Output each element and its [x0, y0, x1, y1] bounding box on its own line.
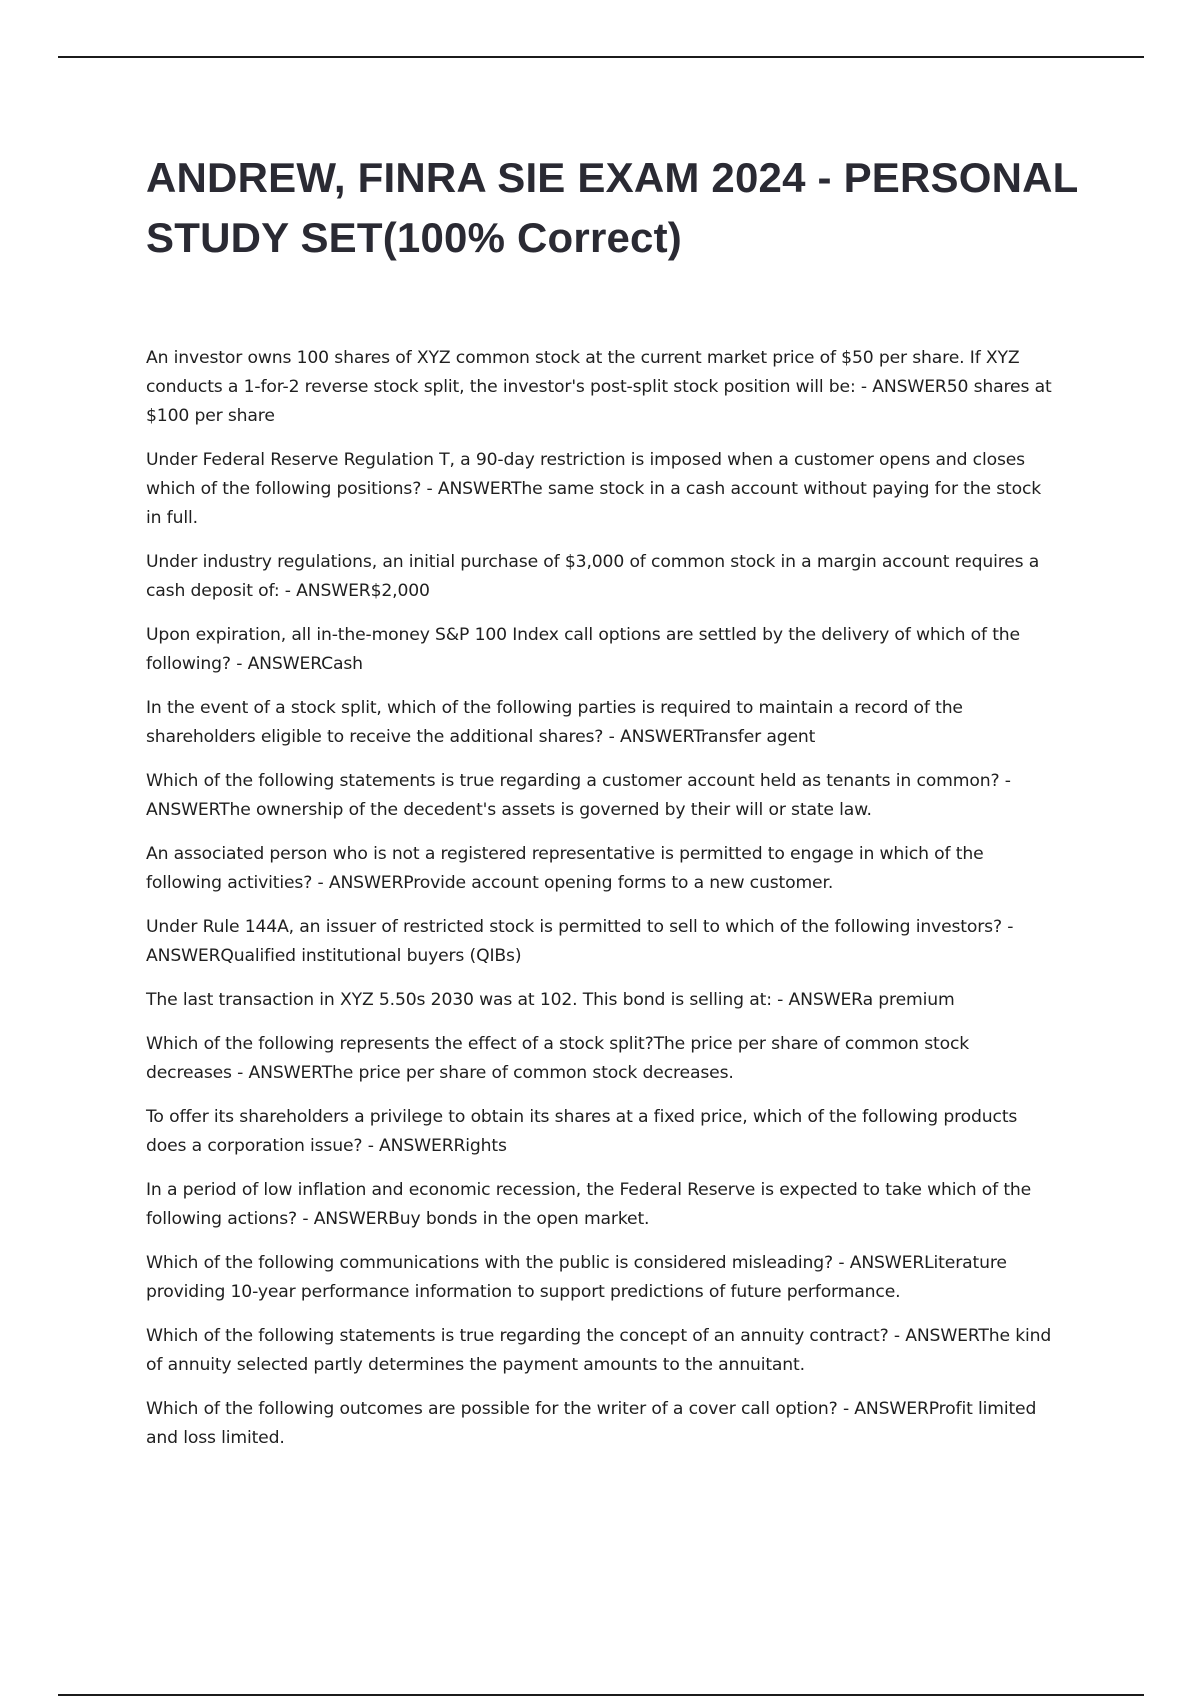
qa-item: Which of the following communications with the public is considered misleading? - ANSWERLiterature providing 10-year performance information to support predictions of future performance. — [146, 1253, 1007, 1302]
qa-item: Which of the following statements is true regarding the concept of an annuity contract? - ANSWERThe kind of annuity selected partly determines the payment amounts to the annuitant. — [146, 1326, 1052, 1375]
bottom-divider — [58, 1694, 1144, 1696]
qa-item: In the event of a stock split, which of the following parties is required to maintain a record of the shareholders eligible to receive the additional shares? - ANSWERTransfer agent — [146, 698, 963, 747]
qa-item: To offer its shareholders a privilege to obtain its shares at a fixed price, which of the following products does a corporation issue? - ANSWERRights — [146, 1107, 1018, 1156]
qa-item: Under Rule 144A, an issuer of restricted stock is permitted to sell to which of the following investors? - ANSWERQualified institutional buyers (QIBs) — [146, 917, 1014, 966]
qa-item: In a period of low inflation and economic recession, the Federal Reserve is expected to take which of the following actions? - ANSWERBuy bonds in the open market. — [146, 1180, 1032, 1229]
qa-item: Which of the following outcomes are possible for the writer of a cover call option? - ANSWERProfit limited and loss limited. — [146, 1399, 1037, 1448]
qa-item: Under Federal Reserve Regulation T, a 90-day restriction is imposed when a customer opens and closes which of the following positions? - ANSWERThe same stock in a cash account without paying for the stock in full. — [146, 450, 1042, 528]
qa-item: An associated person who is not a registered representative is permitted to engage in which of the following activities? - ANSWERProvide account opening forms to a new customer. — [146, 844, 984, 893]
qa-item: Under industry regulations, an initial purchase of $3,000 of common stock in a margin account requires a cash deposit of: - ANSWER$2,000 — [146, 552, 1040, 601]
qa-item: The last transaction in XYZ 5.50s 2030 was at 102. This bond is selling at: - ANSWERa premium — [146, 990, 955, 1010]
qa-item: Upon expiration, all in-the-money S&P 100 Index call options are settled by the delivery of which of the following? - ANSWERCash — [146, 625, 1020, 674]
document-title: ANDREW, FINRA SIE EXAM 2024 - PERSONAL STUDY SET(100% Correct) — [146, 154, 1078, 261]
qa-list — [146, 344, 1056, 1468]
qa-item: Which of the following represents the effect of a stock split?The price per share of common stock decreases - ANSWERThe price per share of common stock decreases. — [146, 1034, 970, 1083]
top-divider — [58, 56, 1144, 58]
qa-item: An investor owns 100 shares of XYZ common stock at the current market price of $50 per share. If XYZ conducts a 1-for-2 reverse stock split, the investor's post-split stock position will be: - ANSWER50 shares at $100 per share — [146, 348, 1052, 426]
qa-item: Which of the following statements is true regarding a customer account held as tenants in common? - ANSWERThe ownership of the decedent's assets is governed by their will or state law. — [146, 771, 1011, 820]
